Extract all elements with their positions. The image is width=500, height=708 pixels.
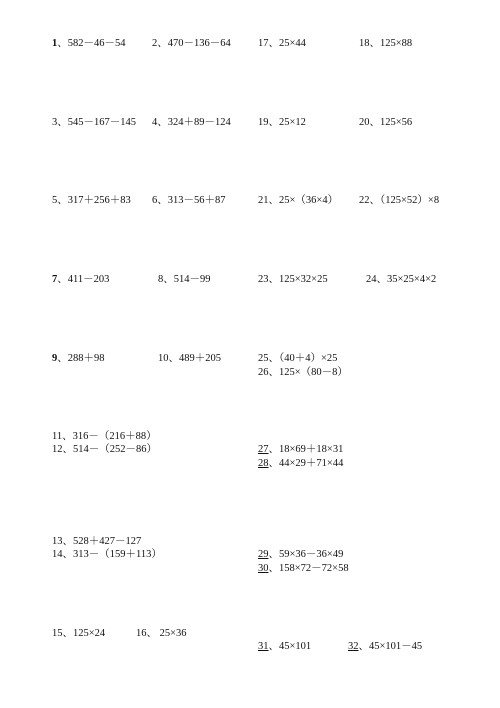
problem-expression: 313－（159＋113） bbox=[73, 549, 162, 560]
problem-expression: 25×12 bbox=[279, 117, 306, 128]
problem-17: 17、25×44 bbox=[258, 38, 306, 49]
problem-number: 31 bbox=[258, 641, 269, 652]
problem-28: 28、44×29＋71×44 bbox=[258, 458, 344, 469]
problem-13: 13、528＋427－127 bbox=[52, 536, 142, 547]
problem-expression: 25×（36×4） bbox=[279, 195, 339, 206]
problem-number: 8 bbox=[158, 274, 164, 285]
problem-12: 12、514－（252－86） bbox=[52, 444, 157, 455]
problem-expression: 411－203 bbox=[67, 274, 110, 285]
problem-18: 18、125×88 bbox=[359, 38, 413, 49]
problem-5: 5、317＋256＋83 bbox=[52, 195, 131, 206]
problem-number: 13 bbox=[52, 536, 63, 547]
problem-number: 27 bbox=[258, 444, 269, 455]
problem-26: 26、125×（80－8） bbox=[258, 367, 348, 378]
problem-number: 19 bbox=[258, 117, 269, 128]
problem-expression: 288＋98 bbox=[67, 353, 105, 364]
problem-number: 26 bbox=[258, 367, 269, 378]
problem-9: 9、288＋98 bbox=[52, 353, 105, 364]
problem-expression: 45×101－45 bbox=[369, 641, 423, 652]
problem-expression: 125×88 bbox=[380, 38, 413, 49]
problem-expression: 25×44 bbox=[279, 38, 306, 49]
problem-23: 23、125×32×25 bbox=[258, 274, 328, 285]
problem-number: 11 bbox=[52, 431, 63, 442]
problem-expression: 514－99 bbox=[173, 274, 211, 285]
problem-number: 16 bbox=[136, 628, 147, 639]
problem-31: 31、45×101 bbox=[258, 641, 312, 652]
problem-27: 27、18×69＋18×31 bbox=[258, 444, 344, 455]
problem-number: 5 bbox=[52, 195, 58, 206]
problem-10: 10、489＋205 bbox=[158, 353, 221, 364]
problem-11: 11、316－（216＋88） bbox=[52, 431, 157, 442]
problem-number: 4 bbox=[152, 117, 158, 128]
problem-number: 1 bbox=[52, 38, 58, 49]
problem-expression: 313－56＋87 bbox=[167, 195, 226, 206]
problem-19: 19、25×12 bbox=[258, 117, 306, 128]
problem-number: 15 bbox=[52, 628, 63, 639]
problem-number: 23 bbox=[258, 274, 269, 285]
problem-expression: 489＋205 bbox=[179, 353, 221, 364]
problem-29: 29、59×36－36×49 bbox=[258, 549, 344, 560]
problem-number: 9 bbox=[52, 353, 58, 364]
problem-expression: 582－46－54 bbox=[67, 38, 126, 49]
problem-expression: 125×56 bbox=[380, 117, 413, 128]
problem-4: 4、324＋89－124 bbox=[152, 117, 231, 128]
problem-14: 14、313－（159＋113） bbox=[52, 549, 162, 560]
problem-number: 2 bbox=[152, 38, 158, 49]
problem-expression: 317＋256＋83 bbox=[67, 195, 131, 206]
problem-expression: （40＋4）×25 bbox=[279, 353, 338, 364]
problem-number: 7 bbox=[52, 274, 58, 285]
problem-expression: 25×36 bbox=[157, 628, 187, 639]
problem-expression: 59×36－36×49 bbox=[279, 549, 344, 560]
problem-number: 6 bbox=[152, 195, 158, 206]
problem-expression: 316－（216＋88） bbox=[72, 431, 157, 442]
problem-expression: 125×24 bbox=[73, 628, 106, 639]
problem-22: 22、（125×52）×8 bbox=[359, 195, 440, 206]
problem-number: 24 bbox=[366, 274, 377, 285]
problem-expression: 125×（80－8） bbox=[279, 367, 348, 378]
problem-expression: 158×72－72×58 bbox=[279, 563, 349, 574]
problem-21: 21、25×（36×4） bbox=[258, 195, 339, 206]
problem-number: 21 bbox=[258, 195, 269, 206]
problem-expression: 514－（252－86） bbox=[73, 444, 157, 455]
problem-16: 16、 25×36 bbox=[136, 628, 187, 639]
problem-7: 7、411－203 bbox=[52, 274, 110, 285]
problem-8: 8、514－99 bbox=[158, 274, 211, 285]
problem-expression: （125×52）×8 bbox=[380, 195, 440, 206]
problem-number: 22 bbox=[359, 195, 370, 206]
problem-number: 20 bbox=[359, 117, 370, 128]
problem-number: 14 bbox=[52, 549, 63, 560]
problem-6: 6、313－56＋87 bbox=[152, 195, 226, 206]
problem-expression: 35×25×4×2 bbox=[387, 274, 437, 285]
problem-number: 3 bbox=[52, 117, 58, 128]
problem-number: 17 bbox=[258, 38, 269, 49]
problem-expression: 528＋427－127 bbox=[73, 536, 142, 547]
problem-number: 18 bbox=[359, 38, 370, 49]
problem-32: 32、45×101－45 bbox=[348, 641, 423, 652]
problem-number: 29 bbox=[258, 549, 269, 560]
problem-number: 32 bbox=[348, 641, 359, 652]
problem-expression: 324＋89－124 bbox=[167, 117, 231, 128]
problem-expression: 545－167－145 bbox=[67, 117, 136, 128]
problem-15: 15、125×24 bbox=[52, 628, 106, 639]
problem-number: 12 bbox=[52, 444, 63, 455]
problem-number: 28 bbox=[258, 458, 269, 469]
problem-1: 1、582－46－54 bbox=[52, 38, 126, 49]
problem-expression: 470－136－64 bbox=[167, 38, 231, 49]
problem-number: 25 bbox=[258, 353, 269, 364]
problem-expression: 45×101 bbox=[279, 641, 312, 652]
problem-25: 25、（40＋4）×25 bbox=[258, 353, 338, 364]
problem-number: 30 bbox=[258, 563, 269, 574]
problem-3: 3、545－167－145 bbox=[52, 117, 136, 128]
problem-expression: 18×69＋18×31 bbox=[279, 444, 344, 455]
problem-24: 24、35×25×4×2 bbox=[366, 274, 437, 285]
problem-30: 30、158×72－72×58 bbox=[258, 563, 349, 574]
problem-expression: 125×32×25 bbox=[279, 274, 328, 285]
problem-expression: 44×29＋71×44 bbox=[279, 458, 344, 469]
problem-20: 20、125×56 bbox=[359, 117, 413, 128]
problem-2: 2、470－136－64 bbox=[152, 38, 231, 49]
problem-number: 10 bbox=[158, 353, 169, 364]
